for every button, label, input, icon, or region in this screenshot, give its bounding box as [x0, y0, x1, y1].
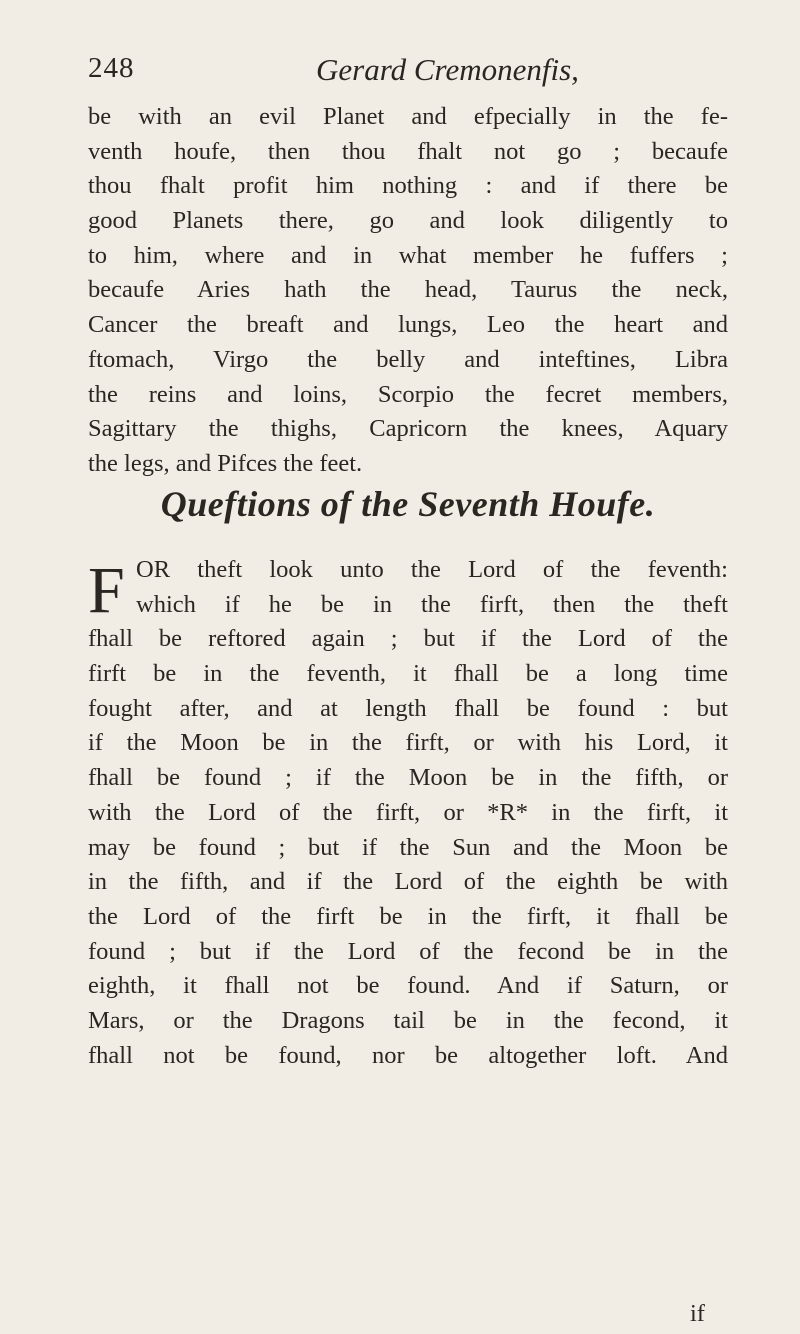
text-line: OR theft look unto the Lord of the feventh: [136, 556, 728, 583]
text-line: to him, where and in what member he fuffers ; [88, 241, 728, 269]
text-line: be with an evil Planet and efpecially in the fe- [88, 103, 728, 130]
text-line: venth houfe, then thou fhalt not go ; becaufe [88, 137, 728, 165]
text-line: Sagittary the thighs, Capricorn the knees, Aquary [88, 415, 728, 443]
paragraph-2 [88, 553, 728, 1073]
paragraph-1 [88, 100, 728, 482]
text-line: ftomach, Virgo the belly and inteftines, Libra [88, 345, 728, 373]
text-line: with the Lord of the firft, or *R* in the firft, it [88, 798, 728, 826]
text-line: eighth, it fhall not be found. And if Saturn, or [88, 972, 728, 1000]
text-line: fhall be reftored again ; but if the Lord of the [88, 625, 728, 653]
text-line: fhall not be found, nor be altogether loft. And [88, 1041, 728, 1069]
text-line: Mars, or the Dragons tail be in the fecond, it [88, 1006, 728, 1034]
text-line: the reins and loins, Scorpio the fecret members, [88, 380, 728, 408]
text-line: Cancer the breaft and lungs, Leo the heart and [88, 311, 728, 339]
text-line: the legs, and Pifces the feet. [88, 449, 363, 477]
text-line: fhall be found ; if the Moon be in the fifth, or [88, 764, 728, 792]
text-line: found ; but if the Lord of the fecond be in the [88, 937, 728, 965]
drop-cap: F [88, 554, 125, 627]
running-head: Gerard Cremonenfis, [316, 52, 579, 87]
text-line: may be found ; but if the Sun and the Moon be [88, 833, 728, 861]
text-line: good Planets there, go and look diligently to [88, 207, 728, 235]
page-header [88, 52, 728, 92]
text-line: thou fhalt profit him nothing : and if there be [88, 172, 728, 200]
text-line: fought after, and at length fhall be found : but [88, 694, 728, 722]
text-line: which if he be in the firft, then the theft [136, 590, 728, 618]
page-number: 248 [88, 52, 135, 84]
text-line: if the Moon be in the firft, or with his Lord, it [88, 729, 728, 757]
text-line: becaufe Aries hath the head, Taurus the neck, [88, 276, 728, 304]
text-line: in the fifth, and if the Lord of the eighth be with [88, 868, 728, 896]
text-line: firft be in the feventh, it fhall be a long time [88, 660, 728, 688]
section-heading: Queftions of the Seventh Houfe. [160, 484, 656, 524]
catchword: if [690, 1300, 705, 1327]
text-line: the Lord of the firft be in the firft, it fhall be [88, 902, 728, 930]
